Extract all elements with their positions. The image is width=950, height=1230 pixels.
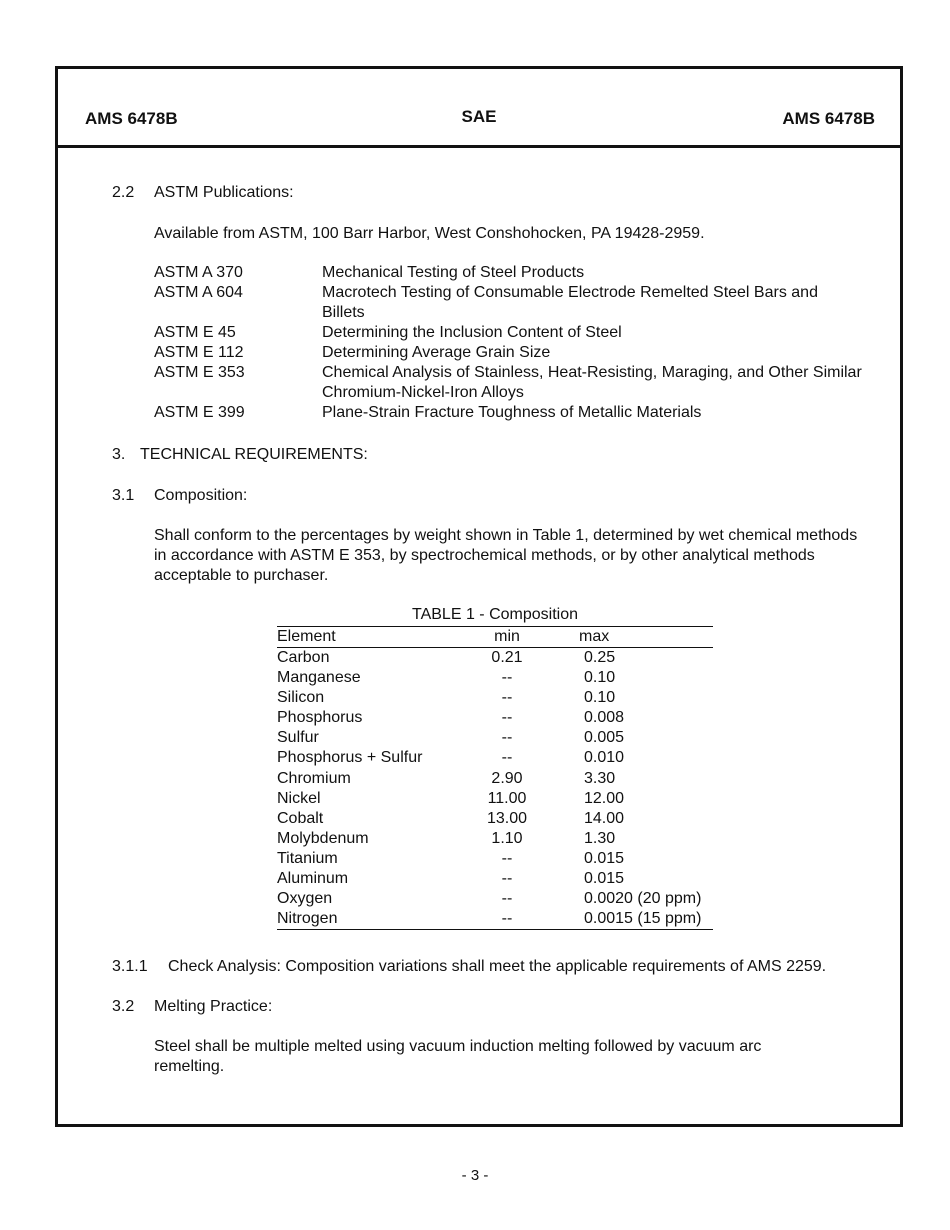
reference-code: ASTM E 45 bbox=[154, 324, 236, 341]
min-cell: -- bbox=[501, 689, 513, 707]
max-cell: 0.015 bbox=[584, 870, 625, 888]
table-row bbox=[277, 668, 713, 688]
table-row bbox=[277, 789, 713, 809]
min-cell: -- bbox=[501, 890, 513, 908]
reference-item bbox=[154, 343, 862, 363]
element-cell: Sulfur bbox=[277, 729, 319, 747]
table-row bbox=[277, 849, 713, 869]
table-row bbox=[277, 909, 713, 929]
section-3-2-number: 3.2 bbox=[112, 998, 135, 1015]
section-2-2-number: 2.2 bbox=[112, 184, 135, 201]
reference-item bbox=[154, 283, 862, 323]
section-3-title: TECHNICAL REQUIREMENTS: bbox=[140, 446, 368, 463]
reference-item bbox=[154, 323, 862, 343]
reference-item bbox=[154, 363, 862, 403]
element-cell: Titanium bbox=[277, 849, 338, 867]
min-cell: 11.00 bbox=[487, 789, 527, 807]
reference-code: ASTM A 604 bbox=[154, 284, 243, 301]
column-header-element: Element bbox=[277, 628, 336, 645]
reference-item bbox=[154, 263, 862, 283]
table-body bbox=[277, 648, 713, 929]
composition-paragraph: Shall conform to the percentages by weight shown in Table 1, determined by wet chemical methods in accordance with ASTM E 353, by spectrochemical methods, or by other analytical methods acceptable to purchaser. bbox=[154, 527, 858, 584]
element-cell: Manganese bbox=[277, 669, 361, 687]
min-cell: 2.90 bbox=[491, 769, 523, 787]
section-3-1-1-number: 3.1.1 bbox=[112, 958, 148, 975]
element-cell: Silicon bbox=[277, 689, 325, 707]
min-cell: -- bbox=[501, 709, 513, 727]
section-2-2-title: ASTM Publications: bbox=[154, 184, 294, 201]
table-row bbox=[277, 889, 713, 909]
table-caption: TABLE 1 - Composition bbox=[412, 606, 578, 623]
section-3-number: 3. bbox=[112, 446, 126, 463]
page-number: - 3 - bbox=[461, 1167, 489, 1184]
max-cell: 14.00 bbox=[584, 809, 625, 827]
max-cell: 0.0020 (20 ppm) bbox=[584, 890, 702, 908]
section-3-1-title: Composition: bbox=[154, 487, 248, 504]
reference-item bbox=[154, 403, 862, 423]
max-cell: 12.00 bbox=[584, 789, 625, 807]
reference-title: Mechanical Testing of Steel Products bbox=[322, 264, 585, 281]
check-analysis-text: Check Analysis: Composition variations shall meet the applicable requirements of AMS 2259. bbox=[168, 958, 827, 975]
reference-code: ASTM E 399 bbox=[154, 404, 245, 421]
table-row bbox=[277, 829, 713, 849]
table-row bbox=[277, 688, 713, 708]
section-3-1-number: 3.1 bbox=[112, 487, 135, 504]
reference-title: Macrotech Testing of Consumable Electrode Remelted Steel Bars and Billets bbox=[322, 284, 818, 321]
reference-code: ASTM E 112 bbox=[154, 344, 244, 361]
table-row bbox=[277, 748, 713, 768]
table-row bbox=[277, 869, 713, 889]
reference-title: Chemical Analysis of Stainless, Heat-Resisting, Maraging, and Other Similar Chromium-Nickel-Iron Alloys bbox=[322, 364, 862, 401]
reference-code: ASTM E 353 bbox=[154, 364, 245, 381]
section-3-2-title: Melting Practice: bbox=[154, 998, 273, 1015]
max-cell: 0.10 bbox=[584, 669, 616, 687]
element-cell: Nickel bbox=[277, 789, 321, 807]
min-cell: 13.00 bbox=[486, 809, 528, 827]
column-header-min: min bbox=[494, 628, 520, 645]
element-cell: Aluminum bbox=[277, 870, 349, 888]
max-cell: 3.30 bbox=[584, 769, 616, 787]
element-cell: Nitrogen bbox=[277, 910, 338, 928]
element-cell: Oxygen bbox=[277, 890, 333, 908]
table-row bbox=[277, 708, 713, 728]
max-cell: 0.25 bbox=[584, 649, 616, 666]
max-cell: 0.008 bbox=[584, 709, 625, 727]
min-cell: -- bbox=[501, 849, 513, 867]
max-cell: 0.010 bbox=[584, 749, 625, 767]
max-cell: 1.30 bbox=[584, 829, 616, 847]
element-cell: Molybdenum bbox=[277, 829, 369, 847]
min-cell: -- bbox=[501, 870, 513, 888]
reference-code: ASTM A 370 bbox=[154, 264, 243, 281]
reference-list bbox=[154, 263, 862, 423]
element-cell: Phosphorus bbox=[277, 709, 363, 727]
composition-table bbox=[277, 604, 713, 930]
reference-title: Determining Average Grain Size bbox=[322, 344, 551, 361]
min-cell: -- bbox=[501, 749, 513, 767]
element-cell: Phosphorus + Sulfur bbox=[277, 749, 423, 767]
max-cell: 0.005 bbox=[584, 729, 625, 747]
max-cell: 0.10 bbox=[584, 689, 616, 707]
max-cell: 0.0015 (15 ppm) bbox=[584, 910, 702, 928]
element-cell: Chromium bbox=[277, 769, 351, 787]
table-row bbox=[277, 809, 713, 829]
reference-title: Plane-Strain Fracture Toughness of Metallic Materials bbox=[322, 404, 702, 421]
table-row bbox=[277, 648, 713, 668]
reference-title: Determining the Inclusion Content of Steel bbox=[322, 324, 622, 341]
table-row bbox=[277, 728, 713, 748]
astm-availability: Available from ASTM, 100 Barr Harbor, West Conshohocken, PA 19428-2959. bbox=[154, 225, 705, 242]
document-header bbox=[58, 69, 900, 148]
min-cell: -- bbox=[501, 910, 513, 928]
min-cell: -- bbox=[501, 729, 513, 747]
table-row bbox=[277, 769, 713, 789]
table-bottom-rule bbox=[277, 929, 713, 930]
min-cell: 1.10 bbox=[491, 829, 523, 847]
element-cell: Carbon bbox=[277, 649, 330, 666]
header-org: SAE bbox=[461, 107, 497, 126]
element-cell: Cobalt bbox=[277, 809, 324, 827]
min-cell: -- bbox=[501, 669, 513, 687]
min-cell: 0.21 bbox=[491, 649, 523, 666]
table-header-row bbox=[277, 627, 713, 647]
column-header-max: max bbox=[579, 628, 610, 645]
header-spec-left: AMS 6478B bbox=[85, 109, 178, 128]
melting-practice-paragraph: Steel shall be multiple melted using vacuum induction melting followed by vacuum arc remelting. bbox=[154, 1038, 762, 1075]
header-spec-right: AMS 6478B bbox=[782, 109, 875, 128]
max-cell: 0.015 bbox=[584, 849, 625, 867]
